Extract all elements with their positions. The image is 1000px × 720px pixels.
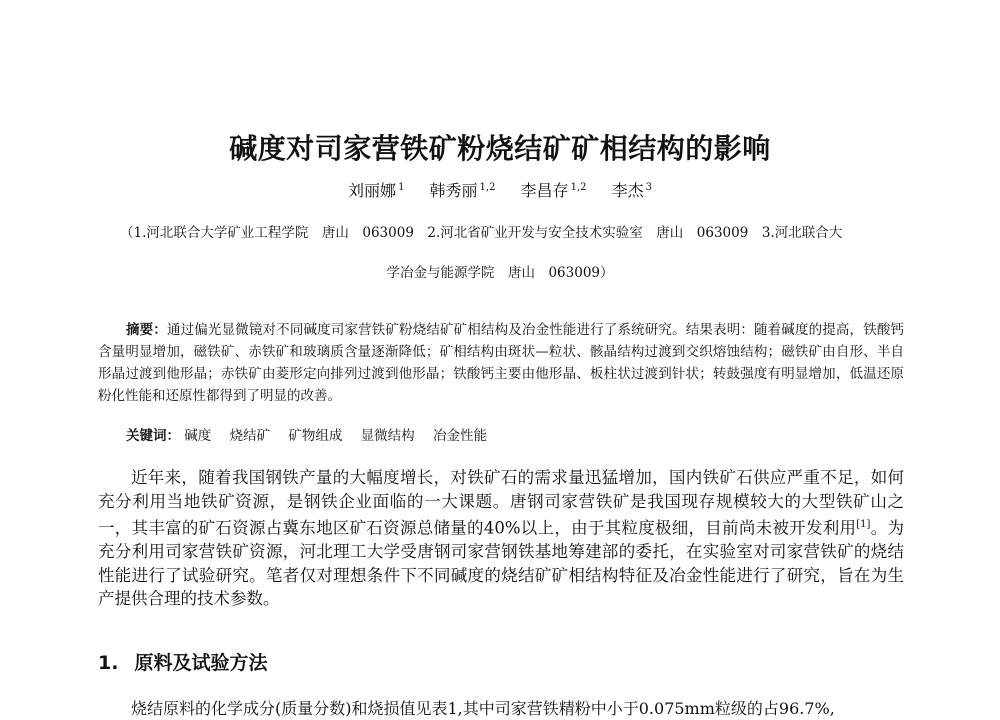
keyword: 烧结矿 [229,428,271,444]
author-affiliation-mark: 3 [645,181,652,193]
abstract [98,319,904,407]
abstract-label: 摘要： [126,322,167,338]
introduction-paragraph [98,466,904,611]
author-affiliation-mark: 1,2 [479,181,496,193]
author [521,178,587,201]
intro-text: 。为充分利用司家营铁矿资源，河北理工大学受唐钢司家营钢铁基地筹建部的委托，在实验室对司家营铁矿的烧结性能进行了试验研究。笔者仅对理想条件下不同碱度的烧结矿矿相结构特征及冶金性能进行了研究，旨在为生产提供合理的技术参数。 [98,518,904,609]
author-name: 韩秀丽 [429,181,478,200]
paper-title: 碱度对司家营铁矿粉烧结矿矿相结构的影响 [229,132,771,165]
keyword: 矿物组成 [288,428,343,444]
intro-text: 近年来，随着我国钢铁产量的大幅度增长，对铁矿石的需求量迅猛增加，国内铁矿石供应严重不足，如何充分利用当地铁矿资源，是钢铁企业面临的一大课题。唐钢司家营铁矿是我国现存规模较大的大型铁矿山之一，其丰富的矿石资源占冀东地区矿石资源总储量的40%以上，由于其粒度极细，目前尚未被开发利用 [98,468,904,538]
author-name: 李昌存 [520,181,569,200]
section-paragraph: 烧结原料的化学成分(质量分数)和烧损值见表1,其中司家营铁精粉中小于0.075mm粒级的占96.7%, [131,699,835,718]
section-title: 原料及试验方法 [134,652,268,674]
author [348,178,404,201]
keywords-label: 关键词： [126,428,180,444]
author-name: 李杰 [611,181,644,200]
affiliations-line-1: （1.河北联合大学矿业工程学院 唐山 063009 2.河北省矿业开发与安全技术实验室 唐山 063009 3.河北联合大 [120,225,843,241]
author [612,178,652,201]
section-heading [98,648,267,675]
author [430,178,496,201]
author-name: 刘丽娜 [348,181,397,200]
keyword: 碱度 [184,428,212,444]
author-affiliation-mark: 1 [398,181,405,193]
keyword: 冶金性能 [432,428,487,444]
author-list [0,178,1000,201]
affiliations-line-2: 学冶金与能源学院 唐山 063009） [386,265,614,281]
author-affiliation-mark: 1,2 [570,181,587,193]
citation-ref[interactable]: [1] [856,519,871,531]
abstract-text: 通过偏光显微镜对不同碱度司家营铁矿粉烧结矿矿相结构及冶金性能进行了系统研究。结果表明：随着碱度的提高，铁酸钙含量明显增加，磁铁矿、赤铁矿和玻璃质含量逐渐降低；矿相结构由斑状—粒状、骸晶结构过渡到交织熔蚀结构；磁铁矿由自形、半自形晶过渡到他形晶；赤铁矿由菱形定向排列过渡到他形晶；铁酸钙主要由他形晶、板柱状过渡到针状；转鼓强度有明显增加，低温还原粉化性能和还原性都得到了明显的改善。 [98,322,905,404]
keywords [126,424,501,444]
keyword: 显微结构 [360,428,415,444]
section-number: 1. [98,652,119,674]
